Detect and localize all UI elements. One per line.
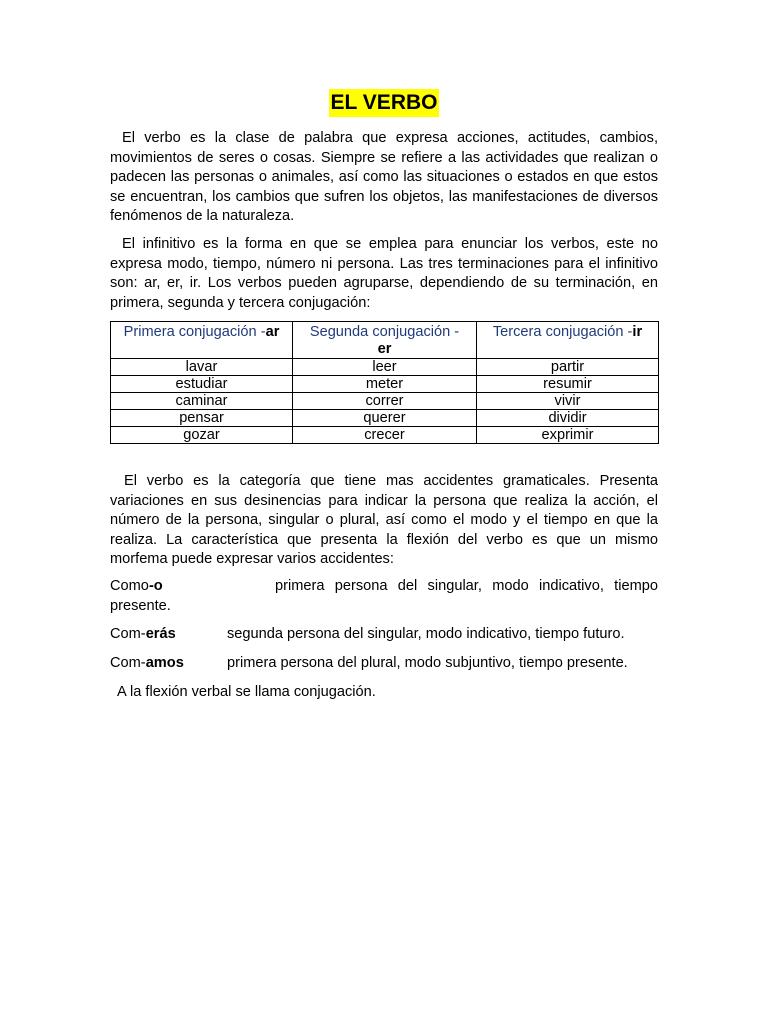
table-row [111, 410, 659, 427]
header-third-conjugation: Tercera conjugación -ir [477, 322, 659, 359]
table-cell: meter [293, 376, 477, 393]
example-word: Com-erás [110, 626, 176, 642]
paragraph-accidents-text: El verbo es la categoría que tiene mas accidentes gramaticales. Presenta variaciones en sus desinencias para indicar la persona que realiza la acción, el número de la persona, singular o plural, así como el modo y el tiempo en que la realiza. La característica que presenta la flexión del verbo es que un mismo morfema puede expresar varios accidentes: [110, 473, 658, 567]
title-container [0, 89, 768, 117]
table-cell: pensar [111, 410, 293, 427]
example-word: Como-o [110, 578, 163, 594]
example-description: segunda persona del singular, modo indicativo, tiempo futuro. [227, 626, 625, 642]
page-title: EL VERBO [329, 89, 440, 117]
table-cell: querer [293, 410, 477, 427]
table-cell: resumir [477, 376, 659, 393]
example-description: primera persona del singular, modo indicativo, tiempo [275, 578, 658, 594]
example-description-continued: presente. [110, 597, 171, 614]
table-cell: dividir [477, 410, 659, 427]
table-row [111, 393, 659, 410]
header-second-conjugation: Segunda conjugación - er [293, 322, 477, 359]
table-cell: vivir [477, 393, 659, 410]
table-row [111, 359, 659, 376]
paragraph-infinitive-text: El infinitivo es la forma en que se emplea para enunciar los verbos, este no expresa modo, tiempo, número ni persona. Las tres terminaciones para el infinitivo son: ar, er, ir. Los verbos pueden agruparse, dependiendo de su terminación, en primera, segunda y tercera conjugación: [110, 236, 658, 311]
paragraph-definition-text: El verbo es la clase de palabra que expresa acciones, actitudes, cambios, movimientos de seres o cosas. Siempre se refiere a las actividades que realizan o padecen las personas o animales, así como las situaciones o estados en que estos se encuentran, los cambios que sufren los objetos, las manifestaciones de diversos fenómenos de la naturaleza. [110, 130, 658, 224]
header-first-conjugation: Primera conjugación -ar [111, 322, 293, 359]
table-cell: exprimir [477, 427, 659, 444]
paragraph-infinitive [110, 235, 658, 313]
example-word: Com-amos [110, 655, 184, 671]
conjugation-table [110, 321, 659, 444]
paragraph-definition [110, 129, 658, 227]
table-cell: leer [293, 359, 477, 376]
table-cell: correr [293, 393, 477, 410]
table-cell: gozar [111, 427, 293, 444]
table-row [111, 376, 659, 393]
example-description: primera persona del plural, modo subjuntivo, tiempo presente. [227, 655, 628, 671]
paragraph-accidents [110, 472, 658, 570]
table-cell: crecer [293, 427, 477, 444]
table-cell: estudiar [111, 376, 293, 393]
table-cell: lavar [111, 359, 293, 376]
table-row [111, 427, 659, 444]
table-header-row [111, 322, 659, 359]
closing-sentence: A la flexión verbal se llama conjugación. [117, 684, 376, 700]
table-cell: partir [477, 359, 659, 376]
table-cell: caminar [111, 393, 293, 410]
